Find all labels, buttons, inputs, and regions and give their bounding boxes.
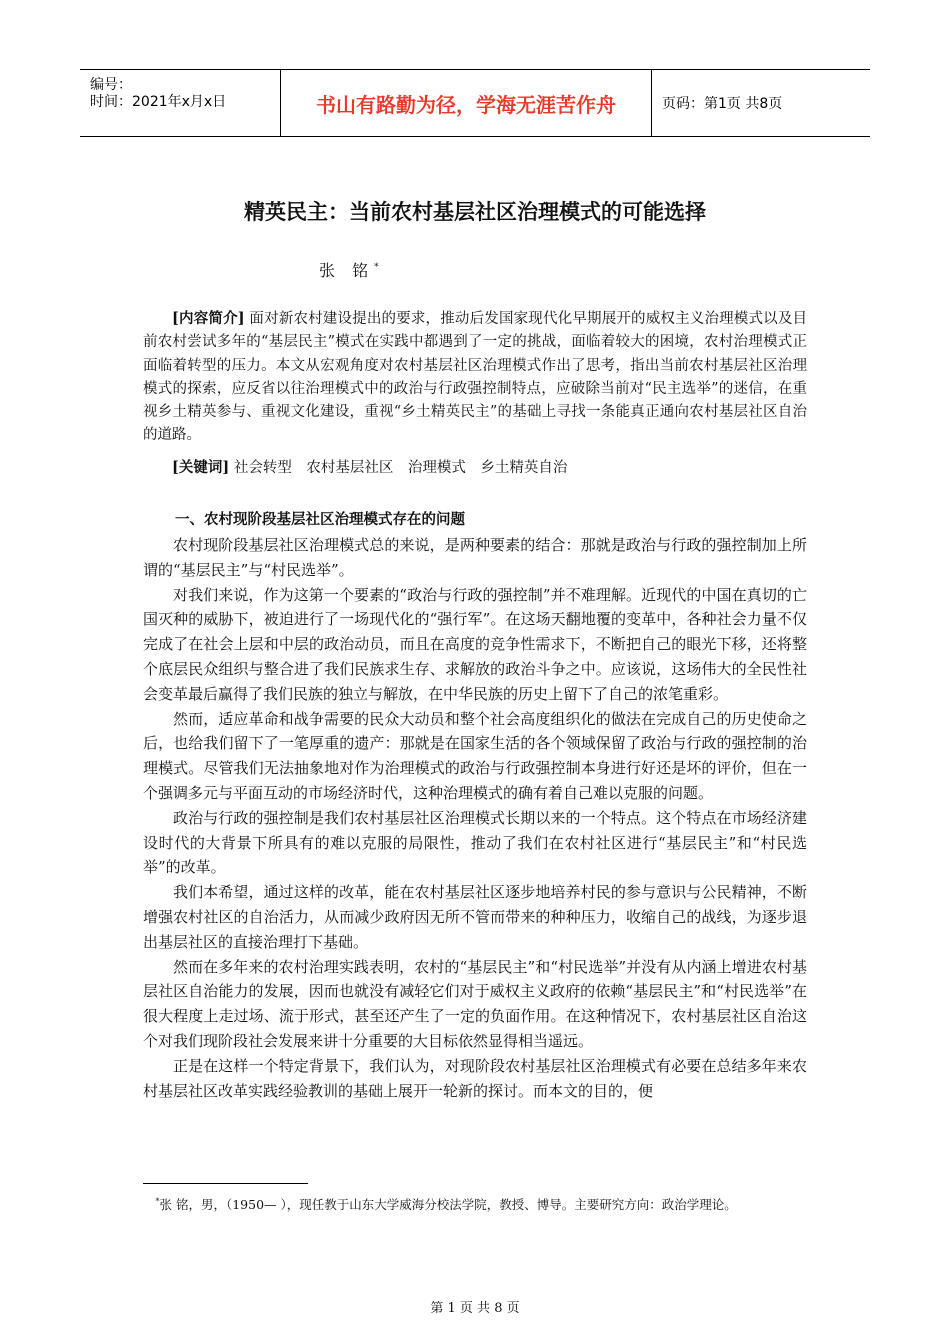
page-footer: 第 1 页 共 8 页 bbox=[430, 1301, 520, 1316]
body-paragraph: 我们本希望，通过这样的改革，能在农村基层社区逐步地培养村民的参与意识与公民精神，不断增强农村社区的自治活力，从而减少政府因无所不管而带来的种种压力，收缩自己的战线，为逐步退出基层社区的直接治理打下基础。 bbox=[143, 883, 807, 951]
section-heading: 一、农村现阶段基层社区治理模式存在的问题 bbox=[175, 512, 465, 528]
footnote-mark: * bbox=[155, 1197, 160, 1206]
body-paragraph: 正是在这样一个特定背景下，我们认为，对现阶段农村基层社区治理模式有必要在总结多年来农村基层社区改革实践经验教训的基础上展开一轮新的探讨。而本文的目的，便 bbox=[143, 1056, 807, 1100]
header-page-number: 页码：第1页 共8页 bbox=[662, 96, 783, 112]
footnote bbox=[143, 1193, 807, 1214]
header-motto: 书山有路勤为径，学海无涯苦作舟 bbox=[280, 70, 652, 136]
author-name: 张 铭 bbox=[319, 261, 375, 280]
footnote-divider bbox=[143, 1183, 308, 1184]
abstract-text: 面对新农村建设提出的要求，推动后发国家现代化早期展开的威权主义治理模式以及目前农村尝试多年的“基层民主”模式在实践中都遇到了一定的挑战，面临着较大的困境，农村治理模式正面临着转型的压力。本文从宏观角度对农村基层社区治理模式作出了思考，指出当前农村基层社区治理模式的探索，应反省以往治理模式中的政治与行政强控制特点，应破除当前对“民主选举”的迷信，在重视乡土精英参与、重视文化建设，重视“乡土精英民主”的基础上寻找一条能真正通向农村基层社区自治的道路。 bbox=[143, 311, 808, 444]
keywords-label: [关键词] bbox=[172, 459, 230, 476]
body-paragraph: 然而，适应革命和战争需要的民众大动员和整个社会高度组织化的做法在完成自己的历史使命之后，也给我们留下了一笔厚重的遗产：那就是在国家生活的各个领域保留了政治与行政的强控制的治理模式。尽管我们无法抽象地对作为治理模式的政治与行政强控制本身进行好还是坏的评价，但在一个强调多元与平面互动的市场经济时代，这种治理模式的确有着自己难以克服的问题。 bbox=[143, 709, 807, 802]
document-time-label: 时间：2021年x月x日 bbox=[90, 94, 227, 110]
footnote-text: 张 铭，男，（1950— ），现任教于山东大学威海分校法学院，教授、博导。主要研究方向：政治学理论。 bbox=[159, 1197, 737, 1213]
abstract-label: [内容简介] bbox=[172, 310, 245, 327]
keywords bbox=[143, 456, 807, 480]
article-title: 精英民主：当前农村基层社区治理模式的可能选择 bbox=[244, 200, 706, 224]
document-code-label: 编号： bbox=[90, 77, 132, 93]
body-paragraph: 对我们来说，作为这第一个要素的“政治与行政的强控制”并不难理解。近现代的中国在真切的亡国灭种的威胁下，被迫进行了一场现代化的“强行军”。在这场天翻地覆的变革中，各种社会力量不仅完成了在社会上层和中层的政治动员，而且在高度的竞争性需求下，不断把自己的眼光下移，还将整个底层民众组织与整合进了我们民族求生存、求解放的政治斗争之中。应该说，这场伟大的全民性社会变革最后赢得了我们民族的独立与解放，在中华民族的历史上留下了自己的浓笔重彩。 bbox=[143, 585, 807, 703]
body-paragraph: 政治与行政的强控制是我们农村基层社区治理模式长期以来的一个特点。这个特点在市场经济建设时代的大背景下所具有的难以克服的局限性，推动了我们在农村社区进行“基层民主”和“村民选举”的改革。 bbox=[143, 808, 807, 877]
body-paragraph: 农村现阶段基层社区治理模式总的来说，是两种要素的结合：那就是政治与行政的强控制加上所谓的“基层民主”与“村民选举”。 bbox=[143, 536, 807, 579]
body-paragraph: 然而在多年来的农村治理实践表明，农村的“基层民主”和“村民选举”并没有从内涵上增进农村基层社区自治能力的发展，因而也就没有减轻它们对于威权主义政府的依赖“基层民主”和“村民选举”在很大程度上走过场、流于形式，甚至还产生了一定的负面作用。在这种情况下，农村基层社区自治这个对我们现阶段社会发展来讲十分重要的大目标依然显得相当遥远。 bbox=[143, 957, 807, 1050]
header-left-cell bbox=[80, 70, 280, 136]
keywords-text: 社会转型 农村基层社区 治理模式 乡土精英自治 bbox=[233, 460, 568, 476]
body-text bbox=[143, 533, 807, 1103]
author-line bbox=[319, 258, 379, 281]
author-footnote-mark: * bbox=[374, 262, 379, 273]
page-header bbox=[80, 69, 870, 137]
abstract bbox=[143, 307, 807, 448]
